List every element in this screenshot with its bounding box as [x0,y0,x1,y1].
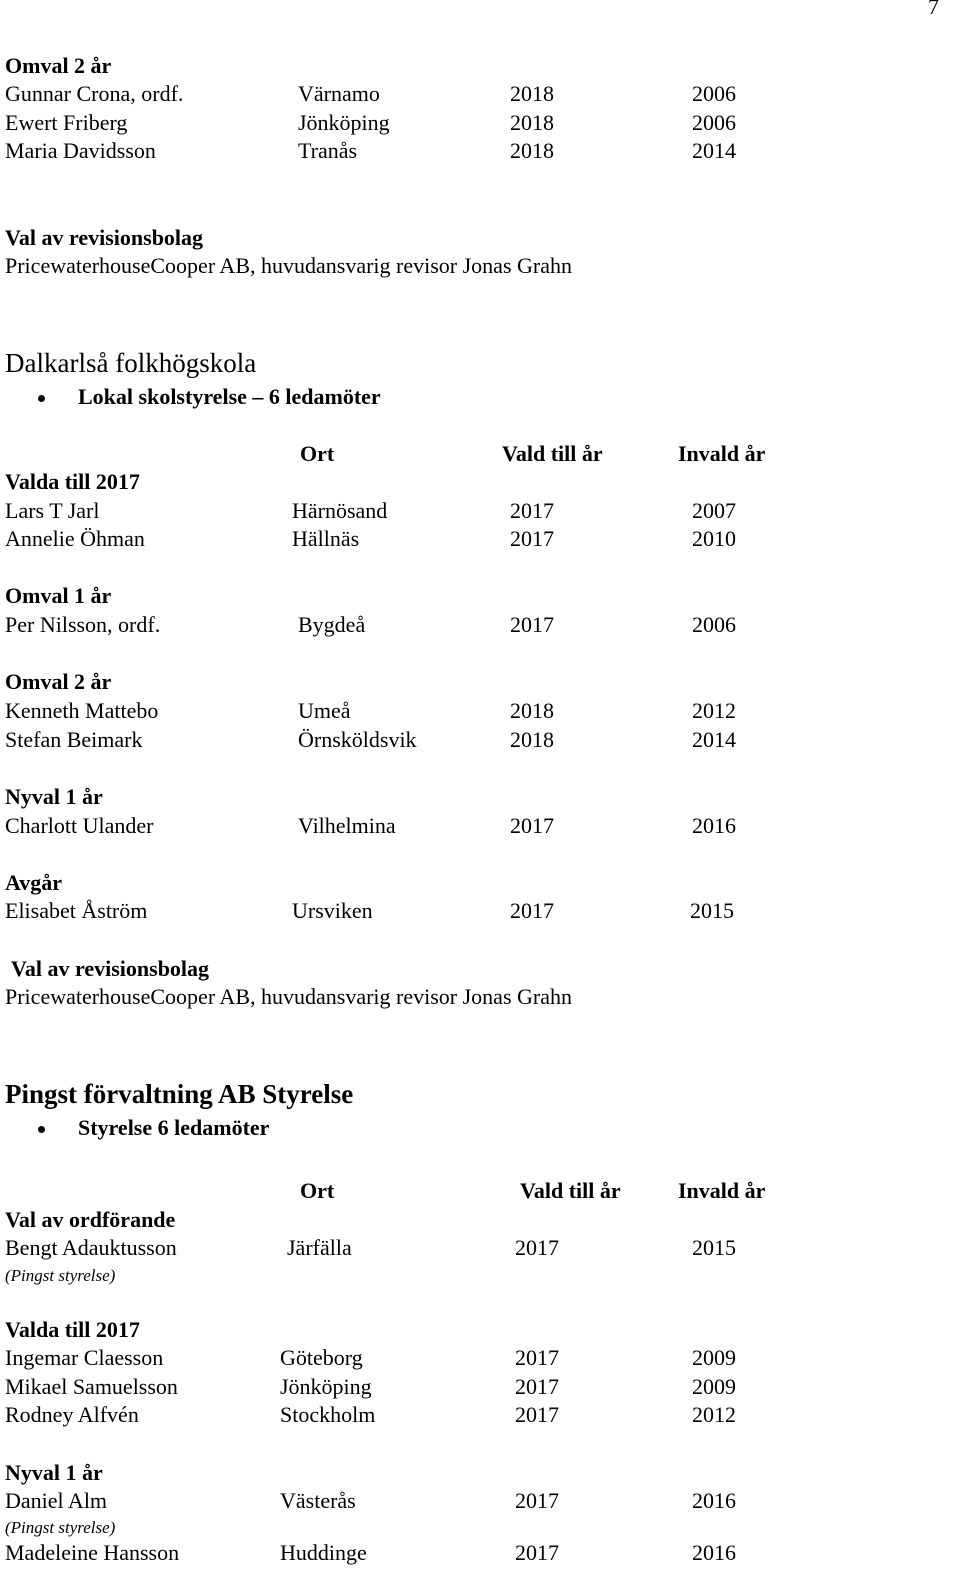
bullet-icon [38,395,45,402]
col-header-vald: Vald till år [520,1178,621,1203]
member-ort: Bygdeå [298,612,366,637]
bullet-icon [38,1126,45,1133]
group-heading: Valda till 2017 [5,469,140,494]
member-vald: 2017 [515,1540,559,1565]
member-vald: 2017 [515,1488,559,1513]
member-vald: 2018 [510,698,554,723]
member-ort: Jönköping [280,1374,372,1399]
member-name: Maria Davidsson [5,138,156,163]
bullet-text: Styrelse 6 ledamöter [78,1115,270,1140]
member-name: Stefan Beimark [5,727,143,752]
group-heading: Nyval 1 år [5,784,103,809]
member-vald: 2018 [510,727,554,752]
member-vald: 2017 [510,498,554,523]
member-invald: 2009 [692,1345,736,1370]
member-vald: 2017 [515,1374,559,1399]
member-invald: 2016 [692,813,736,838]
member-name: Elisabet Åström [5,898,148,923]
omval-2-heading: Omval 2 år [5,53,112,78]
member-ort: Hällnäs [292,526,360,551]
member-name: Gunnar Crona, ordf. [5,81,184,106]
member-invald: 2012 [692,1402,736,1427]
revision-text: PricewaterhouseCooper AB, huvudansvarig revisor Jonas Grahn [5,253,572,278]
member-name: Bengt Adauktusson [5,1235,177,1260]
member-invald: 2016 [692,1540,736,1565]
member-vald: 2017 [510,526,554,551]
member-vald: 2018 [510,138,554,163]
member-name: Per Nilsson, ordf. [5,612,161,637]
group-heading: Val av ordförande [5,1207,176,1232]
member-note: (Pingst styrelse) [5,1518,116,1537]
member-name: Charlott Ulander [5,813,154,838]
member-vald: 2018 [510,110,554,135]
member-invald: 2006 [692,110,736,135]
member-vald: 2017 [510,898,554,923]
member-vald: 2017 [510,813,554,838]
member-name: Mikael Samuelsson [5,1374,178,1399]
section-title: Pingst förvaltning AB Styrelse [5,1079,354,1109]
member-invald: 2014 [692,138,736,163]
col-header-vald: Vald till år [502,441,603,466]
member-vald: 2017 [515,1402,559,1427]
member-ort: Härnösand [292,498,388,523]
member-name: Ingemar Claesson [5,1345,164,1370]
member-note: (Pingst styrelse) [5,1266,116,1285]
member-invald: 2012 [692,698,736,723]
member-ort: Jönköping [298,110,390,135]
member-name: Kenneth Mattebo [5,698,159,723]
member-ort: Ursviken [292,898,373,923]
member-ort: Tranås [298,138,358,163]
group-heading: Omval 2 år [5,669,112,694]
member-invald: 2010 [692,526,736,551]
member-ort: Umeå [298,698,351,723]
member-name: Rodney Alfvén [5,1402,139,1427]
member-ort: Västerås [280,1488,356,1513]
member-invald: 2006 [692,612,736,637]
member-ort: Vilhelmina [298,813,396,838]
member-name: Daniel Alm [5,1488,108,1513]
member-invald: 2015 [692,1235,736,1260]
revision-text: PricewaterhouseCooper AB, huvudansvarig revisor Jonas Grahn [5,984,572,1009]
group-heading: Omval 1 år [5,583,112,608]
col-header-ort: Ort [300,1178,335,1203]
member-name: Ewert Friberg [5,110,128,135]
member-invald: 2016 [692,1488,736,1513]
member-name: Lars T Jarl [5,498,100,523]
group-heading: Nyval 1 år [5,1460,103,1485]
page-number: 7 [928,0,939,19]
group-heading: Avgår [5,870,63,895]
member-invald: 2015 [690,898,734,923]
member-vald: 2017 [515,1345,559,1370]
member-ort: Värnamo [298,81,380,106]
member-invald: 2014 [692,727,736,752]
member-name: Annelie Öhman [5,526,145,551]
member-ort: Stockholm [280,1402,376,1427]
member-invald: 2009 [692,1374,736,1399]
member-ort: Göteborg [280,1345,363,1370]
member-ort: Huddinge [280,1540,367,1565]
member-name: Madeleine Hansson [5,1540,180,1565]
col-header-invald: Invald år [678,1178,766,1203]
member-ort: Järfälla [287,1235,352,1260]
revision-heading: Val av revisionsbolag [11,956,210,981]
member-ort: Örnsköldsvik [298,727,417,752]
member-invald: 2007 [692,498,736,523]
group-heading: Valda till 2017 [5,1317,140,1342]
section-title: Dalkarlså folkhögskola [5,348,257,378]
member-invald: 2006 [692,81,736,106]
member-vald: 2017 [515,1235,559,1260]
col-header-ort: Ort [300,441,335,466]
member-vald: 2017 [510,612,554,637]
col-header-invald: Invald år [678,441,766,466]
bullet-text: Lokal skolstyrelse – 6 ledamöter [78,384,381,409]
revision-heading: Val av revisionsbolag [5,225,204,250]
member-vald: 2018 [510,81,554,106]
